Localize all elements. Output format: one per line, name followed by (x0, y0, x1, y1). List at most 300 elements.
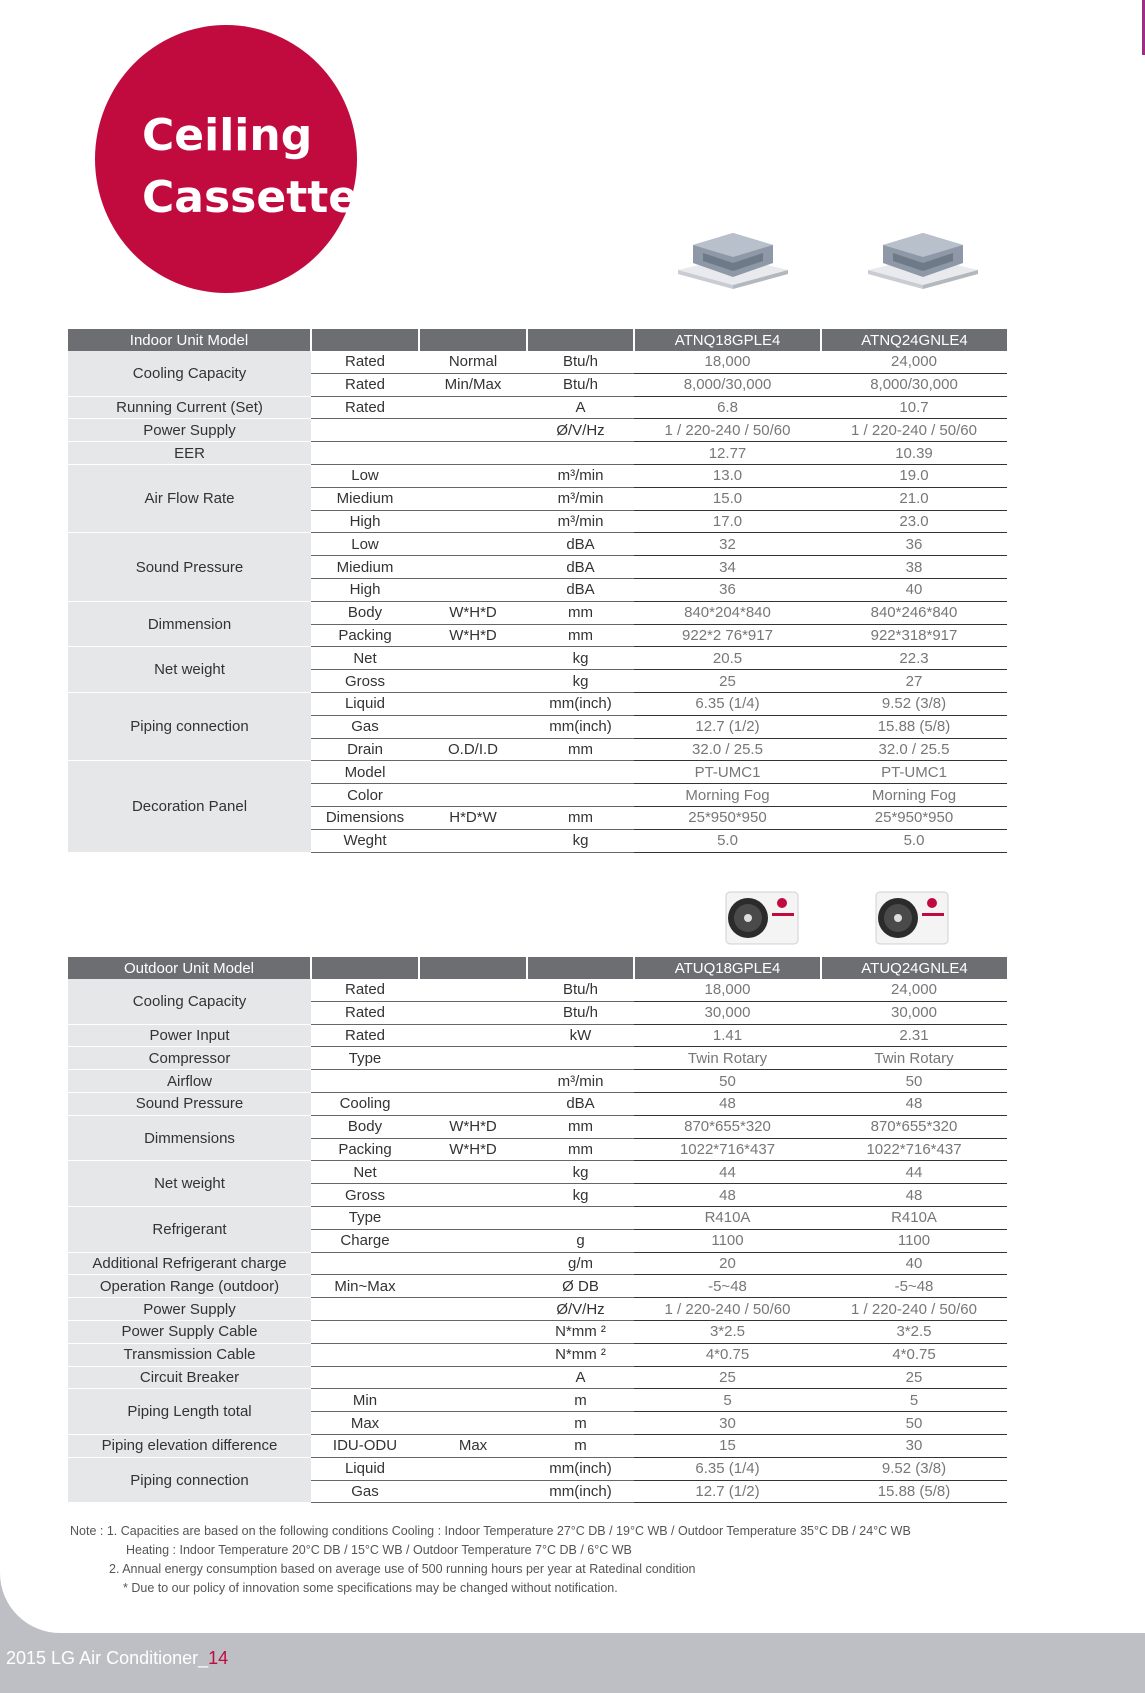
spec-cell: Ø/V/Hz (527, 419, 634, 442)
value-cell: 18,000 (634, 979, 821, 1001)
spec-cell: N*mm ² (527, 1343, 634, 1366)
value-cell: 1 / 220-240 / 50/60 (821, 419, 1007, 442)
spec-cell (419, 1343, 527, 1366)
table-header-row (68, 329, 1007, 351)
value-cell: 20.5 (634, 647, 821, 670)
spec-cell (419, 578, 527, 601)
spec-cell: High (311, 578, 419, 601)
spec-cell: Ø DB (527, 1275, 634, 1298)
value-cell: 1022*716*437 (634, 1138, 821, 1161)
spec-cell: Model (311, 761, 419, 784)
spec-cell: Gross (311, 1184, 419, 1207)
spec-cell (419, 647, 527, 670)
spec-cell (419, 1070, 527, 1093)
spec-cell: Rated (311, 979, 419, 1001)
row-label: Transmission Cable (68, 1343, 311, 1366)
value-cell: 9.52 (3/8) (821, 692, 1007, 715)
spec-cell (419, 419, 527, 442)
spec-cell: Rated (311, 351, 419, 373)
value-cell: 40 (821, 578, 1007, 601)
spec-cell (419, 1389, 527, 1412)
value-cell: 21.0 (821, 487, 1007, 510)
row-label: Circuit Breaker (68, 1366, 311, 1389)
table-row (68, 1457, 1007, 1480)
title-line-2: Cassette (142, 172, 359, 223)
spec-cell: Dimensions (311, 806, 419, 829)
spec-cell (419, 1092, 527, 1115)
value-cell: 18,000 (634, 351, 821, 373)
spec-cell (419, 464, 527, 487)
value-cell: 3*2.5 (634, 1320, 821, 1343)
spec-cell: Btu/h (527, 979, 634, 1001)
table-row (68, 1366, 1007, 1389)
value-cell: PT-UMC1 (821, 761, 1007, 784)
spec-cell: Ø/V/Hz (527, 1298, 634, 1321)
spec-cell: m (527, 1434, 634, 1457)
row-label: Air Flow Rate (68, 464, 311, 532)
spec-cell (419, 1161, 527, 1184)
spec-cell (311, 1070, 419, 1093)
value-cell: 19.0 (821, 464, 1007, 487)
value-cell: 30,000 (821, 1001, 1007, 1024)
spec-cell (419, 1184, 527, 1207)
value-cell: 24,000 (821, 351, 1007, 373)
spec-cell: mm (527, 806, 634, 829)
value-cell: 5 (821, 1389, 1007, 1412)
table-row (68, 761, 1007, 784)
value-cell: 48 (821, 1184, 1007, 1207)
row-label: Cooling Capacity (68, 979, 311, 1024)
value-cell: 24,000 (821, 979, 1007, 1001)
spec-cell: Net (311, 1161, 419, 1184)
spec-cell (419, 715, 527, 738)
spec-cell: Liquid (311, 692, 419, 715)
table-row (68, 1320, 1007, 1343)
row-label: Piping connection (68, 692, 311, 760)
row-label: Cooling Capacity (68, 351, 311, 396)
note-line-4: * Due to our policy of innovation some specifications may be changed without notification. (123, 1581, 618, 1595)
row-label: Dimmension (68, 601, 311, 647)
spec-cell: mm (527, 738, 634, 761)
title-line-1: Ceiling (142, 110, 313, 161)
spec-cell: Weght (311, 829, 419, 852)
spec-cell: Rated (311, 373, 419, 396)
table-row (68, 1434, 1007, 1457)
value-cell: 50 (821, 1412, 1007, 1435)
spec-cell (419, 510, 527, 533)
spec-cell (311, 1366, 419, 1389)
spec-cell: mm (527, 624, 634, 647)
spec-cell: Rated (311, 1024, 419, 1047)
spec-cell: m (527, 1412, 634, 1435)
spec-cell: Color (311, 784, 419, 807)
row-label: Compressor (68, 1047, 311, 1070)
spec-cell: dBA (527, 533, 634, 556)
spec-cell (419, 670, 527, 693)
spec-cell: Charge (311, 1229, 419, 1252)
value-cell: 50 (634, 1070, 821, 1093)
value-cell: 27 (821, 670, 1007, 693)
table-row (68, 1161, 1007, 1184)
header-cell: ATNQ24GNLE4 (821, 329, 1007, 351)
spec-cell: Min~Max (311, 1275, 419, 1298)
spec-cell: H*D*W (419, 806, 527, 829)
spec-cell: kg (527, 1161, 634, 1184)
table-row (68, 351, 1007, 373)
value-cell: 1 / 220-240 / 50/60 (634, 1298, 821, 1321)
spec-cell (419, 692, 527, 715)
note-line-3: 2. Annual energy consumption based on average use of 500 running hours per year at Ratedinal condition (109, 1562, 696, 1576)
value-cell: 870*655*320 (821, 1115, 1007, 1138)
value-cell: 2.31 (821, 1024, 1007, 1047)
spec-cell: Type (311, 1047, 419, 1070)
footer-text: 2015 LG Air Conditioner_ (6, 1648, 209, 1668)
value-cell: 922*2 76*917 (634, 624, 821, 647)
header-cell (527, 329, 634, 351)
spec-cell: Body (311, 1115, 419, 1138)
value-cell: 5.0 (821, 829, 1007, 852)
spec-cell (527, 761, 634, 784)
row-label: Power Supply (68, 419, 311, 442)
value-cell: -5~48 (821, 1275, 1007, 1298)
indoor-spec-table (68, 329, 1007, 853)
value-cell: 12.77 (634, 442, 821, 465)
spec-cell: m³/min (527, 487, 634, 510)
spec-cell: m³/min (527, 510, 634, 533)
value-cell: 922*318*917 (821, 624, 1007, 647)
spec-cell (311, 442, 419, 465)
value-cell: 840*204*840 (634, 601, 821, 624)
spec-cell: Miedium (311, 487, 419, 510)
spec-cell (419, 1001, 527, 1024)
spec-cell: mm(inch) (527, 1457, 634, 1480)
value-cell: 32.0 / 25.5 (821, 738, 1007, 761)
spec-cell: Low (311, 533, 419, 556)
table-row (68, 647, 1007, 670)
spec-cell: W*H*D (419, 1138, 527, 1161)
spec-cell: Packing (311, 1138, 419, 1161)
spec-cell: Type (311, 1206, 419, 1229)
spec-cell: Low (311, 464, 419, 487)
spec-cell: A (527, 1366, 634, 1389)
value-cell: 10.7 (821, 396, 1007, 419)
value-cell: Twin Rotary (821, 1047, 1007, 1070)
notes (70, 1522, 911, 1598)
spec-cell (419, 1298, 527, 1321)
spec-cell: Min (311, 1389, 419, 1412)
spec-cell (419, 784, 527, 807)
spec-cell (419, 487, 527, 510)
outdoor-unit-image-2 (872, 889, 954, 947)
spec-cell (419, 1047, 527, 1070)
spec-cell: Btu/h (527, 1001, 634, 1024)
spec-cell: Max (419, 1434, 527, 1457)
row-label: Additional Refrigerant charge (68, 1252, 311, 1275)
spec-cell: kg (527, 829, 634, 852)
note-line-2: Heating : Indoor Temperature 20°C DB / 15°C WB / Outdoor Temperature 7°C DB / 6°C WB (126, 1543, 632, 1557)
value-cell: 25 (634, 670, 821, 693)
spec-cell (527, 1047, 634, 1070)
table-row (68, 692, 1007, 715)
table-row (68, 1024, 1007, 1047)
value-cell: 15.88 (5/8) (821, 1480, 1007, 1503)
value-cell: 3*2.5 (821, 1320, 1007, 1343)
row-label: EER (68, 442, 311, 465)
spec-cell: g/m (527, 1252, 634, 1275)
value-cell: 40 (821, 1252, 1007, 1275)
value-cell: 5.0 (634, 829, 821, 852)
table-row (68, 601, 1007, 624)
spec-cell: Miedium (311, 556, 419, 579)
spec-cell: N*mm ² (527, 1320, 634, 1343)
header-cell: Indoor Unit Model (68, 329, 311, 351)
value-cell: 6.35 (1/4) (634, 692, 821, 715)
spec-cell (419, 442, 527, 465)
value-cell: 34 (634, 556, 821, 579)
value-cell: 48 (634, 1092, 821, 1115)
spec-cell: IDU-ODU (311, 1434, 419, 1457)
table-row (68, 464, 1007, 487)
header-cell: ATNQ18GPLE4 (634, 329, 821, 351)
row-label: Piping elevation difference (68, 1434, 311, 1457)
outdoor-spec-table (68, 957, 1007, 1503)
spec-cell (527, 442, 634, 465)
value-cell: 32.0 / 25.5 (634, 738, 821, 761)
spec-cell: A (527, 396, 634, 419)
value-cell: 32 (634, 533, 821, 556)
value-cell: 13.0 (634, 464, 821, 487)
value-cell: 50 (821, 1070, 1007, 1093)
spec-cell (419, 829, 527, 852)
row-label: Refrigerant (68, 1206, 311, 1252)
spec-cell: Liquid (311, 1457, 419, 1480)
value-cell: Morning Fog (634, 784, 821, 807)
spec-cell: dBA (527, 556, 634, 579)
table-row (68, 1389, 1007, 1412)
value-cell: 38 (821, 556, 1007, 579)
value-cell: 44 (634, 1161, 821, 1184)
spec-cell (419, 533, 527, 556)
value-cell: 23.0 (821, 510, 1007, 533)
value-cell: 10.39 (821, 442, 1007, 465)
table-row (68, 396, 1007, 419)
spec-cell: Gas (311, 1480, 419, 1503)
value-cell: 6.35 (1/4) (634, 1457, 821, 1480)
spec-cell (311, 1343, 419, 1366)
spec-cell (419, 1206, 527, 1229)
value-cell: 4*0.75 (821, 1343, 1007, 1366)
value-cell: 44 (821, 1161, 1007, 1184)
value-cell: 15 (634, 1434, 821, 1457)
outdoor-unit-image-1 (722, 889, 804, 947)
value-cell: 36 (634, 578, 821, 601)
value-cell: 15.0 (634, 487, 821, 510)
indoor-unit-image-2 (858, 225, 988, 297)
spec-cell: Btu/h (527, 351, 634, 373)
spec-cell: dBA (527, 1092, 634, 1115)
spec-cell (419, 761, 527, 784)
spec-cell: kg (527, 670, 634, 693)
spec-cell (419, 979, 527, 1001)
spec-cell: kg (527, 1184, 634, 1207)
value-cell: 25 (634, 1366, 821, 1389)
value-cell: 25*950*950 (821, 806, 1007, 829)
header-cell (419, 329, 527, 351)
row-label: Power Supply (68, 1298, 311, 1321)
spec-cell: dBA (527, 578, 634, 601)
spec-cell (419, 556, 527, 579)
row-label: Piping connection (68, 1457, 311, 1503)
spec-cell: Max (311, 1412, 419, 1435)
value-cell: 1100 (821, 1229, 1007, 1252)
row-label: Running Current (Set) (68, 396, 311, 419)
table-row (68, 1092, 1007, 1115)
value-cell: -5~48 (634, 1275, 821, 1298)
row-label: Operation Range (outdoor) (68, 1275, 311, 1298)
value-cell: 30 (634, 1412, 821, 1435)
spec-cell: Normal (419, 351, 527, 373)
spec-cell (419, 396, 527, 419)
table-row (68, 1298, 1007, 1321)
value-cell: 840*246*840 (821, 601, 1007, 624)
spec-cell: mm(inch) (527, 715, 634, 738)
page-number: 14 (208, 1648, 229, 1668)
spec-cell: kW (527, 1024, 634, 1047)
table-row (68, 1206, 1007, 1229)
spec-cell: Min/Max (419, 373, 527, 396)
spec-cell: m³/min (527, 1070, 634, 1093)
spec-cell: W*H*D (419, 624, 527, 647)
table-row (68, 1252, 1007, 1275)
spec-cell: mm(inch) (527, 1480, 634, 1503)
value-cell: 9.52 (3/8) (821, 1457, 1007, 1480)
header-cell (311, 957, 419, 979)
spec-cell (311, 419, 419, 442)
spec-cell (419, 1412, 527, 1435)
value-cell: 8,000/30,000 (634, 373, 821, 396)
row-label: Piping Length total (68, 1389, 311, 1435)
spec-cell: W*H*D (419, 1115, 527, 1138)
table-header-row (68, 957, 1007, 979)
row-label: Sound Pressure (68, 533, 311, 601)
table-row (68, 1275, 1007, 1298)
row-label: Power Supply Cable (68, 1320, 311, 1343)
header-cell (419, 957, 527, 979)
value-cell: 20 (634, 1252, 821, 1275)
spec-cell: High (311, 510, 419, 533)
table-row (68, 442, 1007, 465)
row-label: Power Input (68, 1024, 311, 1047)
value-cell: 1100 (634, 1229, 821, 1252)
spec-cell: mm (527, 1115, 634, 1138)
indoor-unit-image-1 (668, 225, 798, 297)
spec-cell (527, 784, 634, 807)
spec-cell (419, 1366, 527, 1389)
row-label: Decoration Panel (68, 761, 311, 852)
value-cell: 25*950*950 (634, 806, 821, 829)
spec-cell: Net (311, 647, 419, 670)
spec-cell (311, 1298, 419, 1321)
spec-cell: Body (311, 601, 419, 624)
value-cell: 48 (634, 1184, 821, 1207)
value-cell: 25 (821, 1366, 1007, 1389)
spec-cell (311, 1252, 419, 1275)
value-cell: 36 (821, 533, 1007, 556)
row-label: Airflow (68, 1070, 311, 1093)
header-cell: ATUQ18GPLE4 (634, 957, 821, 979)
spec-cell: Gas (311, 715, 419, 738)
spec-cell (419, 1275, 527, 1298)
value-cell: 22.3 (821, 647, 1007, 670)
table-row (68, 533, 1007, 556)
table-row (68, 1115, 1007, 1138)
spec-cell: Gross (311, 670, 419, 693)
value-cell: R410A (821, 1206, 1007, 1229)
spec-cell: Cooling (311, 1092, 419, 1115)
value-cell: 1.41 (634, 1024, 821, 1047)
note-line-1: Note : 1. Capacities are based on the following conditions Cooling : Indoor Temperature 27°C DB / 19°C WB / Outdoor Temperature 35°C DB / 24°C WB (70, 1524, 911, 1538)
spec-cell (419, 1480, 527, 1503)
spec-cell: mm (527, 1138, 634, 1161)
value-cell: R410A (634, 1206, 821, 1229)
row-label: Dimmensions (68, 1115, 311, 1161)
value-cell: 1 / 220-240 / 50/60 (634, 419, 821, 442)
spec-cell: m³/min (527, 464, 634, 487)
spec-cell (419, 1457, 527, 1480)
spec-cell: mm (527, 601, 634, 624)
header-cell (527, 957, 634, 979)
spec-cell: W*H*D (419, 601, 527, 624)
spec-cell: Drain (311, 738, 419, 761)
row-label: Net weight (68, 1161, 311, 1207)
table-row (68, 1070, 1007, 1093)
table-row (68, 1047, 1007, 1070)
value-cell: Morning Fog (821, 784, 1007, 807)
value-cell: 870*655*320 (634, 1115, 821, 1138)
spec-cell: kg (527, 647, 634, 670)
spec-cell (419, 1229, 527, 1252)
spec-cell: Rated (311, 396, 419, 419)
value-cell: 17.0 (634, 510, 821, 533)
value-cell: PT-UMC1 (634, 761, 821, 784)
spec-cell (419, 1024, 527, 1047)
value-cell: 30 (821, 1434, 1007, 1457)
spec-cell (311, 1320, 419, 1343)
spec-cell: Rated (311, 1001, 419, 1024)
header-cell: ATUQ24GNLE4 (821, 957, 1007, 979)
row-label: Net weight (68, 647, 311, 693)
table-row (68, 1343, 1007, 1366)
header-cell: Outdoor Unit Model (68, 957, 311, 979)
value-cell: 15.88 (5/8) (821, 715, 1007, 738)
footer (6, 1648, 228, 1669)
spec-cell (419, 1320, 527, 1343)
table-row (68, 979, 1007, 1001)
value-cell: 48 (821, 1092, 1007, 1115)
value-cell: 12.7 (1/2) (634, 715, 821, 738)
spec-cell (527, 1206, 634, 1229)
value-cell: 6.8 (634, 396, 821, 419)
value-cell: 4*0.75 (634, 1343, 821, 1366)
spec-cell (419, 1252, 527, 1275)
value-cell: 1022*716*437 (821, 1138, 1007, 1161)
table-row (68, 419, 1007, 442)
spec-cell: mm(inch) (527, 692, 634, 715)
value-cell: Twin Rotary (634, 1047, 821, 1070)
spec-cell: O.D/I.D (419, 738, 527, 761)
value-cell: 30,000 (634, 1001, 821, 1024)
header-cell (311, 329, 419, 351)
